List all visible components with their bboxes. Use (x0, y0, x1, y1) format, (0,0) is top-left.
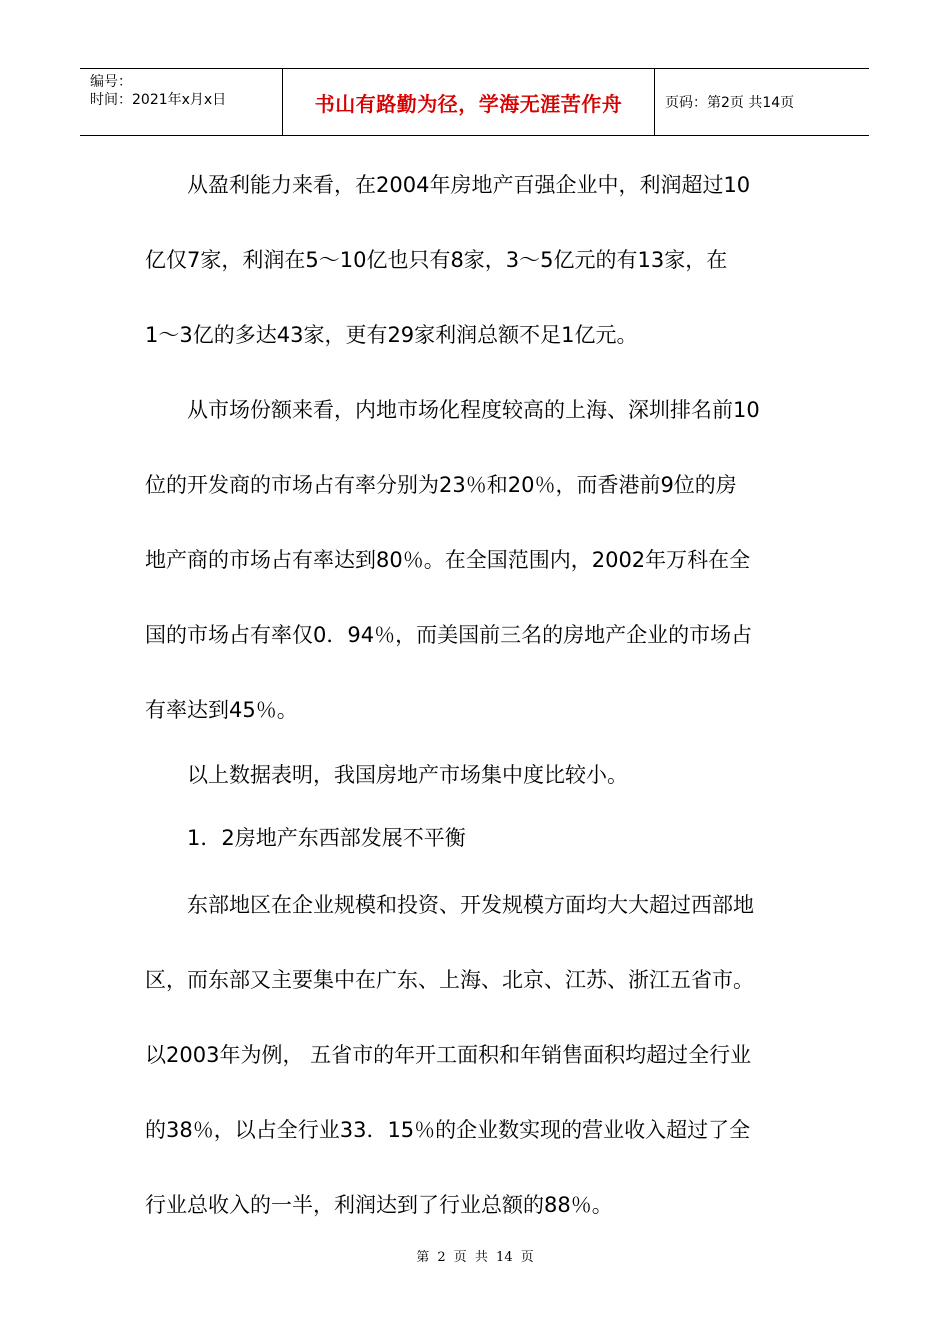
document-time-label: 时间：2021年x月x日 (90, 92, 227, 108)
document-number-label: 编号： (90, 74, 132, 90)
text-line: 以2003年为例， 五省市的年开工面积和年销售面积均超过全行业 (145, 1043, 752, 1067)
text-line: 的38％，以占全行业33．15％的企业数实现的营业收入超过了全 (145, 1118, 751, 1142)
text-line: 亿仅7家，利润在5～10亿也只有8家，3～5亿元的有13家，在 (145, 248, 728, 272)
header-motto: 书山有路勤为径，学海无涯苦作舟 (314, 91, 623, 116)
text-line: 国的市场占有率仅0．94％，而美国前三名的房地产企业的市场占 (145, 623, 753, 647)
text-line: 区，而东部又主要集中在广东、上海、北京、江苏、浙江五省市。 (145, 968, 754, 992)
text-line: 1～3亿的多达43家，更有29家利润总额不足1亿元。 (145, 323, 638, 347)
text-line: 位的开发商的市场占有率分别为23％和20％，而香港前9位的房 (145, 473, 737, 497)
text-line: 行业总收入的一半，利润达到了行业总额的88％。 (145, 1193, 613, 1217)
text-line: 有率达到45％。 (145, 698, 298, 722)
text-line: 1．2房地产东西部发展不平衡 (187, 826, 466, 850)
text-line: 从市场份额来看，内地市场化程度较高的上海、深圳排名前10 (187, 398, 760, 422)
text-line: 以上数据表明，我国房地产市场集中度比较小。 (187, 763, 628, 787)
section-heading (145, 819, 810, 857)
page-footer: 第 2 页 共 14 页 (416, 1250, 534, 1265)
document-body (145, 166, 810, 1224)
paragraph-conclusion (145, 756, 810, 794)
header-motto-cell (283, 69, 655, 135)
paragraph-market-share (145, 391, 810, 729)
header-page-info: 页码：第2页 共14页 (665, 95, 795, 111)
header-page-cell (655, 69, 869, 135)
text-line: 从盈利能力来看，在2004年房地产百强企业中，利润超过10 (187, 173, 751, 197)
page-header (80, 68, 869, 136)
header-meta-cell (80, 69, 283, 135)
text-line: 地产商的市场占有率达到80％。在全国范围内，2002年万科在全 (145, 548, 751, 572)
paragraph-profitability (145, 166, 810, 354)
paragraph-east-west (145, 886, 810, 1224)
text-line: 东部地区在企业规模和投资、开发规模方面均大大超过西部地 (187, 893, 754, 917)
